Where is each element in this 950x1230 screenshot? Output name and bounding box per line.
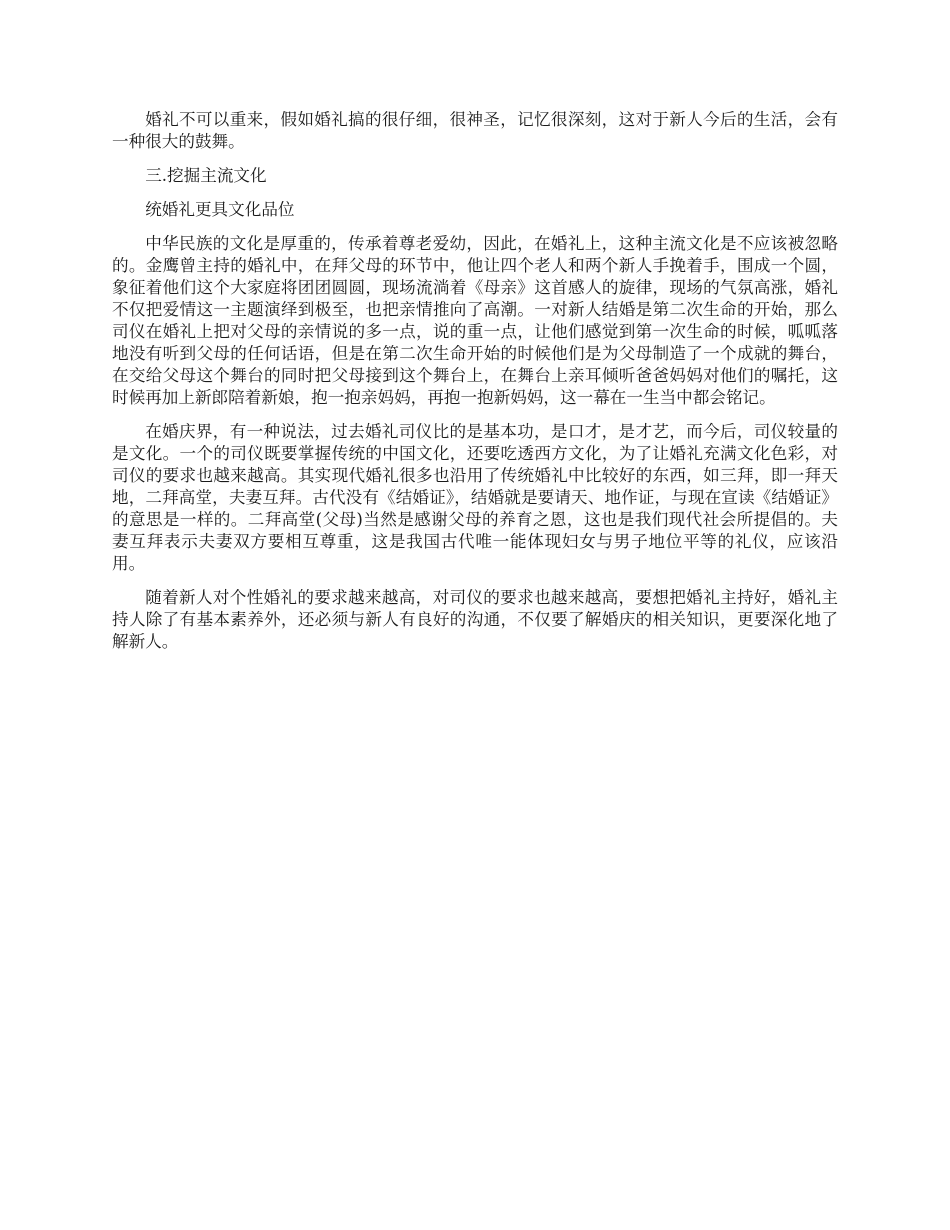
- paragraph-emcee: 在婚庆界，有一种说法，过去婚礼司仪比的是基本功，是口才，是才艺，而今后，司仪较量的是文化。一个的司仪既要掌握传统的中国文化，还要吃透西方文化，为了让婚礼充满文化色彩，对司仪的要求也越来越高。其实现代婚礼很多也沿用了传统婚礼中比较好的东西，如三拜，即一拜天地，二拜高堂，夫妻互拜。古代没有《结婚证》，结婚就是要请天、地作证，与现在宣读《结婚证》的意思是一样的。二拜高堂(父母)当然是感谢父母的养育之恩，这也是我们现代社会所提倡的。夫妻互拜表示夫妻双方要相互尊重，这是我国古代唯一能体现妇女与男子地位平等的礼仪，应该沿用。: [112, 422, 838, 573]
- paragraph-conclusion: 随着新人对个性婚礼的要求越来越高，对司仪的要求也越来越高，要想把婚礼主持好，婚礼主持人除了有基本素养外，还必须与新人有良好的沟通，不仅要了解婚庆的相关知识，更要深化地了解新人。: [112, 588, 838, 651]
- paragraph-culture: 中华民族的文化是厚重的，传承着尊老爱幼，因此，在婚礼上，这种主流文化是不应该被忽略的。金鹰曾主持的婚礼中，在拜父母的环节中，他让四个老人和两个新人手挽着手，围成一个圆，象征着他们这个大家庭将团团圆圆，现场流淌着《母亲》这首感人的旋律，现场的气氛高涨，婚礼不仅把爱情这一主题演绎到极至，也把亲情推向了高潮。一对新人结婚是第二次生命的开始，那么司仪在婚礼上把对父母的亲情说的多一点，说的重一点，让他们感觉到第一次生命的时候，呱呱落地没有听到父母的任何话语，但是在第二次生命开始的时候他们是为父母制造了一个成就的舞台，在交给父母这个舞台的同时把父母接到这个舞台上，在舞台上亲耳倾听爸爸妈妈对他们的嘱托，这时候再加上新郎陪着新娘，抱一抱亲妈妈，再抱一抱新妈妈，这一幕在一生当中都会铭记。: [112, 234, 838, 407]
- section-heading: 三.挖掘主流文化: [145, 166, 267, 185]
- subheading: 统婚礼更具文化品位: [145, 200, 295, 219]
- document-body: [112, 109, 838, 665]
- paragraph-intro: 婚礼不可以重来，假如婚礼搞的很仔细，很神圣，记忆很深刻，这对于新人今后的生活，会有一种很大的鼓舞。: [112, 110, 838, 151]
